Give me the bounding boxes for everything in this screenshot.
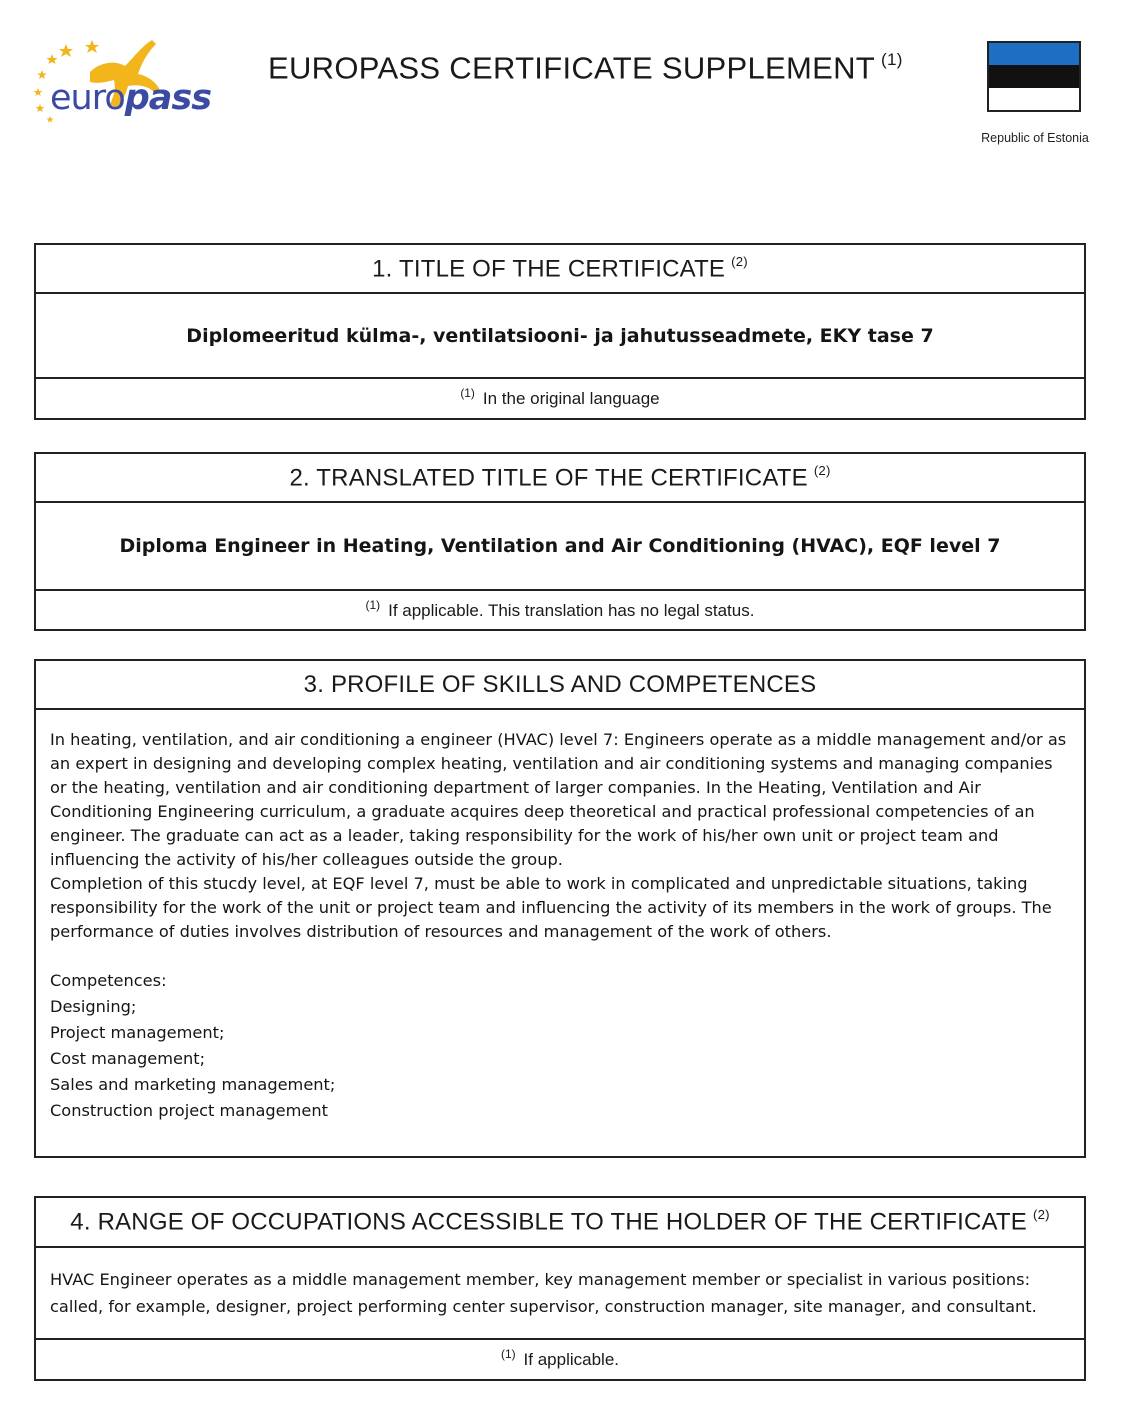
section-heading: 2. TRANSLATED TITLE OF THE CERTIFICATE $^{(2)}$ [289,462,831,492]
page-title: EUROPASS CERTIFICATE SUPPLEMENT $^{(1)}$ [268,50,903,86]
certificate-title-translated: Diploma Engineer in Heating, Ventilation and Air Conditioning (HVAC), EQF level 7 [119,535,1001,557]
competences-label: Competences: [50,971,167,990]
list-item: Sales and marketing management; [50,1075,336,1094]
occupations-text: HVAC Engineer operates as a middle management member, key management member or specialist in various positions: called, for example, designer, project performing center supervisor, construction manager, site manager, and consultant. [50,1270,1037,1316]
section-translated-title [34,452,1086,631]
skills-profile-text [50,728,1070,1124]
europass-logo [30,32,220,132]
section-heading: 3. PROFILE OF SKILLS AND COMPETENCES [303,670,817,698]
competences-list [50,968,1070,1124]
estonia-flag-icon [987,41,1081,112]
list-item: Designing; [50,997,137,1016]
section-heading: 1. TITLE OF THE CERTIFICATE $^{(2)}$ [372,253,748,283]
section-skills-competences [34,659,1086,1158]
section-note: $^{(1)}$ If applicable. This translation has no legal status. [365,598,755,621]
profile-paragraph: In heating, ventilation, and air conditioning a engineer (HVAC) level 7: Engineers operate as a middle management and/or as an expert in designing and developing complex heating, ventilation and air conditioning systems and managing companies or the heating, ventilation and air conditioning department of larger companies. In the Heating, Ventilation and Air Conditioning Engineering curriculum, a graduate acquires deep theoretical and practical professional competencies of an engineer. The graduate can act as a leader, taking responsibility for the work of his/her own unit or project team and influencing the activity of his/her colleagues outside the group. [50,730,1067,869]
list-item: Project management; [50,1023,225,1042]
section-occupations [34,1196,1086,1381]
section-title-certificate [34,243,1086,420]
certificate-title-original: Diplomeeritud külma-, ventilatsiooni- ja jahutusseadmete, EKY tase 7 [186,324,934,347]
country-label: Republic of Estonia [981,131,1089,145]
europass-wordmark: europass [50,78,212,118]
section-heading: 4. RANGE OF OCCUPATIONS ACCESSIBLE TO THE HOLDER OF THE CERTIFICATE $^{(2)}$ [70,1207,1050,1236]
title-footnote: (1) [881,50,903,69]
list-item: Cost management; [50,1049,206,1068]
list-item: Construction project management [50,1101,328,1120]
section-note: $^{(1)}$ If applicable. [501,1347,619,1370]
section-note: $^{(1)}$ In the original language [460,386,660,409]
profile-paragraph: Completion of this stucdy level, at EQF level 7, must be able to work in complicated and unpredictable situations, taking responsibility for the work of the unit or project team and influencing the activity of its members in the work of groups. The performance of duties involves distribution of resources and management of the work of others. [50,874,1052,941]
